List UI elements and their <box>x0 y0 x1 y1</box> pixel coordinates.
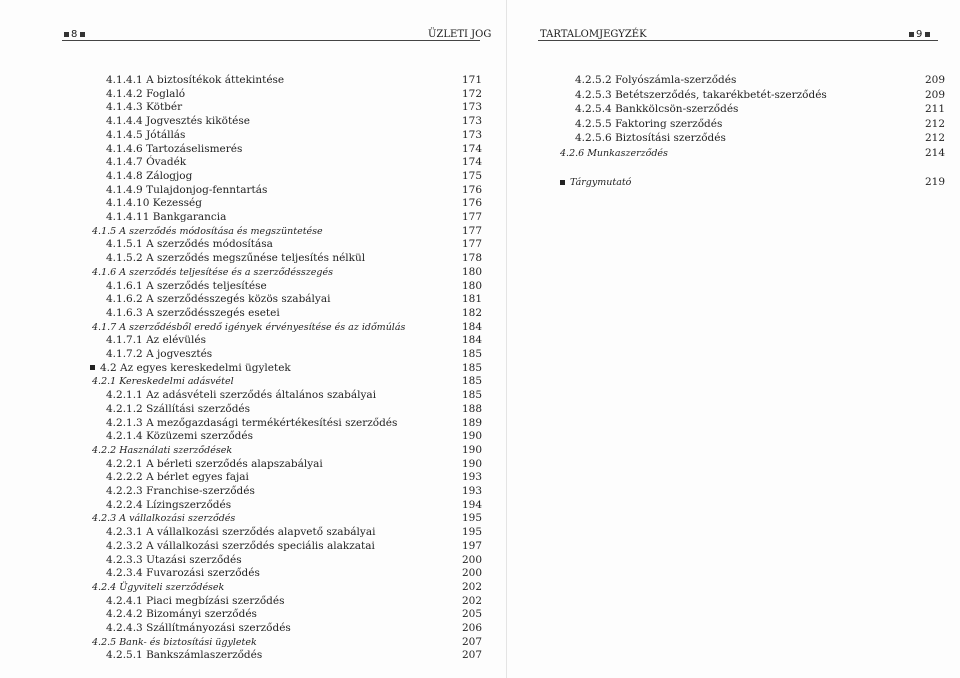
bullet-square-icon <box>90 365 95 370</box>
toc-entry-title: 4.1.4.9 Tulajdonjog-fenntartás <box>106 183 268 196</box>
toc-entry-title: 4.2.3.1 A vállalkozási szerződés alapvető szabályai <box>106 526 376 539</box>
toc-entry-title: 4.1.4.5 Jótállás <box>106 128 186 141</box>
toc-entry-title: 4.1.6.2 A szerződésszegés közös szabályai <box>106 293 331 306</box>
toc-entry-title: 4.2.5.4 Bankkölcsön-szerződés <box>575 103 739 116</box>
toc-entry-title: 4.1.5.2 A szerződés megszűnése teljesítés nélkül <box>106 252 366 265</box>
toc-entry <box>560 147 945 160</box>
toc-entry-title: 4.1.4.3 Kötbér <box>106 101 183 114</box>
toc-entry-page: 174 <box>462 156 483 169</box>
toc-entry-page: 171 <box>462 74 483 86</box>
square-icon <box>925 32 930 37</box>
toc-entry-page: 200 <box>462 553 483 566</box>
toc-entry-page: 185 <box>462 389 483 402</box>
toc-entry-title: 4.1.4.10 Kezesség <box>106 197 202 210</box>
toc-entry <box>106 485 482 498</box>
toc-entry-title: 4.1.4.6 Tartozáselismerés <box>106 142 243 155</box>
toc-entry-title: 4.2.3.3 Utazási szerződés <box>106 553 242 566</box>
toc-entry-title <box>560 176 631 189</box>
toc-entry <box>106 499 482 512</box>
toc-entry-title: 4.2.3.4 Fuvarozási szerződés <box>106 567 260 580</box>
toc-entry-page: 180 <box>462 265 483 278</box>
toc-entry-page: 193 <box>462 485 483 497</box>
toc-entry-title: 4.1.4.11 Bankgarancia <box>106 211 227 223</box>
toc-entry-page: 202 <box>462 580 483 593</box>
toc-entry-page: 212 <box>925 117 946 130</box>
toc-entry-page: 176 <box>462 183 483 196</box>
toc-entry-page: 194 <box>462 498 483 511</box>
toc-entry-page: 176 <box>462 197 483 210</box>
toc-entry-title: 4.1.6 A szerződés teljesítése és a szerződésszegés <box>92 266 333 278</box>
toc-entry-page: 209 <box>925 74 946 86</box>
toc-entry <box>106 348 482 361</box>
toc-entry-title: 4.2.1.2 Szállítási szerződés <box>106 402 251 415</box>
toc-entry-page: 184 <box>462 320 483 333</box>
toc-entry <box>106 293 482 306</box>
toc-entry-text: Tárgymutató <box>570 177 632 189</box>
toc-entry-title: 4.2.5.6 Biztosítási szerződés <box>575 132 726 145</box>
toc-entry-page: 195 <box>462 512 483 525</box>
toc-entry-page: 212 <box>925 132 946 145</box>
toc-entry-page: 202 <box>462 594 483 607</box>
toc-entry-page: 209 <box>925 88 946 101</box>
toc-entry-title: 4.1.4.8 Zálogjog <box>106 169 193 182</box>
toc-entry-page: 214 <box>925 147 946 159</box>
toc-entry-title: 4.2.5.3 Betétszerződés, takarékbetét-szerződés <box>575 88 827 101</box>
toc-entry-title: 4.2.4.2 Bizományi szerződés <box>106 608 257 621</box>
toc-entry-title: 4.2.4.1 Piaci megbízási szerződés <box>106 594 285 607</box>
toc-entry-page: 205 <box>462 608 483 621</box>
toc-entry-title: 4.1.4.2 Foglaló <box>106 87 186 100</box>
toc-entry-title: 4.1.7.1 Az elévülés <box>106 334 206 347</box>
left-header-rule <box>62 40 480 41</box>
toc-entry <box>92 321 482 334</box>
toc-entry-title: 4.1.7 A szerződésből eredő igények érvényesítése és az időmúlás <box>92 321 406 333</box>
toc-entry <box>92 636 482 649</box>
toc-entry <box>106 334 482 347</box>
toc-entry <box>560 176 945 189</box>
toc-entry-page: 211 <box>925 103 946 116</box>
toc-entry-page: 193 <box>462 471 483 484</box>
toc-entry-page: 182 <box>462 306 483 319</box>
toc-entry <box>106 88 482 101</box>
toc-entry-title: 4.2.2 Használati szerződések <box>92 444 233 456</box>
toc-entry-title: 4.2.5.1 Bankszámlaszerződés <box>106 649 263 662</box>
toc-entry <box>575 103 945 116</box>
toc-entry-title: 4.2.2.2 A bérlet egyes fajai <box>106 471 249 484</box>
toc-entry <box>106 540 482 553</box>
right-running-title: TARTALOMJEGYZÉK <box>540 29 647 40</box>
left-page-number <box>62 29 87 40</box>
toc-entry <box>106 649 482 662</box>
toc-entry <box>106 238 482 251</box>
toc-entry-page: 180 <box>462 279 483 292</box>
toc-entry-title: 4.2.1.4 Közüzemi szerződés <box>106 430 253 443</box>
toc-entry <box>90 362 482 375</box>
toc-entry-page: 181 <box>462 293 483 306</box>
toc-entry-title: 4.2.3.2 A vállalkozási szerződés speciális alakzatai <box>106 539 375 552</box>
toc-entry <box>106 458 482 471</box>
toc-entry-title: 4.2.1.1 Az adásvételi szerződés általános szabályai <box>106 389 377 402</box>
toc-entry <box>106 389 482 402</box>
toc-entry-page: 200 <box>462 567 483 580</box>
square-icon <box>64 32 69 37</box>
toc-entry <box>106 170 482 183</box>
toc-entry-page: 195 <box>462 526 483 539</box>
toc-entry-page: 177 <box>462 224 483 237</box>
toc-entry <box>106 197 482 210</box>
right-page-number <box>907 29 932 40</box>
toc-entry-page: 173 <box>462 115 483 128</box>
toc-entry-page: 175 <box>462 169 483 182</box>
toc-entry <box>106 595 482 608</box>
toc-entry-page: 178 <box>462 252 483 265</box>
page-gutter <box>506 0 507 678</box>
toc-entry <box>106 115 482 128</box>
toc-entry-page: 185 <box>462 348 483 360</box>
toc-entry <box>106 526 482 539</box>
toc-entry <box>575 74 945 87</box>
toc-entry <box>575 89 945 102</box>
toc-entry-title: 4.2.3 A vállalkozási szerződés <box>92 513 236 525</box>
toc-entry <box>106 622 482 635</box>
toc-entry <box>106 430 482 443</box>
toc-entry-title: 4.1.5 A szerződés módosítása és megszüntetése <box>92 225 323 237</box>
toc-entry-title: 4.2.2.1 A bérleti szerződés alapszabályai <box>106 457 323 470</box>
toc-entry <box>106 403 482 416</box>
toc-entry <box>92 266 482 279</box>
toc-entry <box>106 554 482 567</box>
toc-entry-page: 219 <box>925 176 946 189</box>
toc-entry-page: 184 <box>462 334 483 347</box>
toc-entry-title: 4.1.6.3 A szerződésszegés esetei <box>106 306 280 319</box>
toc-entry <box>106 471 482 484</box>
toc-entry <box>106 417 482 430</box>
toc-entry <box>92 444 482 457</box>
toc-entry <box>106 101 482 114</box>
left-page-number-text: 8 <box>71 29 79 40</box>
toc-entry <box>106 143 482 156</box>
toc-entry-page: 174 <box>462 142 483 155</box>
toc-entry-title: 4.2.2.3 Franchise-szerződés <box>106 485 255 497</box>
toc-entry-title: 4.1.4.7 Óvadék <box>106 156 187 169</box>
toc-entry <box>106 129 482 142</box>
toc-entry-page: 189 <box>462 416 483 429</box>
toc-entry-title: 4.2.4 Ügyviteli szerződések <box>92 581 225 593</box>
toc-entry-page: 177 <box>462 211 483 223</box>
toc-entry-page: 207 <box>462 635 483 648</box>
toc-entry-title: 4.2.1.3 A mezőgazdasági termékértékesítési szerződés <box>106 416 398 429</box>
left-running-title: ÜZLETI JOG <box>428 29 492 40</box>
toc-entry <box>92 581 482 594</box>
square-icon <box>909 32 914 37</box>
toc-entry-page: 190 <box>462 430 483 443</box>
toc-entry <box>106 280 482 293</box>
right-page-number-text: 9 <box>916 29 924 40</box>
toc-entry <box>106 74 482 87</box>
toc-entry-title: 4.1.5.1 A szerződés módosítása <box>106 238 273 251</box>
toc-entry <box>92 512 482 525</box>
square-icon <box>80 32 85 37</box>
toc-entry-page: 190 <box>462 443 483 456</box>
toc-entry-title: 4.2.2.4 Lízingszerződés <box>106 498 232 511</box>
toc-entry <box>106 211 482 224</box>
right-header-rule <box>538 40 938 41</box>
toc-entry-page: 173 <box>462 128 483 141</box>
toc-entry-title: 4.1.7.2 A jogvesztés <box>106 348 213 360</box>
toc-entry <box>92 225 482 238</box>
toc-entry <box>106 608 482 621</box>
toc-entry-title: 4.1.4.1 A biztosítékok áttekintése <box>106 74 285 86</box>
toc-entry-page: 188 <box>462 402 483 415</box>
toc-entry-title: 4.2.4.3 Szállítmányozási szerződés <box>106 622 291 634</box>
toc-entry-title <box>90 362 291 375</box>
bullet-square-icon <box>560 180 565 185</box>
toc-entry-title: 4.1.6.1 A szerződés teljesítése <box>106 279 267 292</box>
toc-entry-title: 4.2.6 Munkaszerződés <box>560 148 668 159</box>
toc-entry-title: 4.2.5.2 Folyószámla-szerződés <box>575 74 737 86</box>
toc-entry-page: 190 <box>462 457 483 470</box>
toc-entry-page: 172 <box>462 87 483 100</box>
toc-entry <box>575 118 945 131</box>
toc-entry <box>106 156 482 169</box>
toc-entry-title: 4.2.5.5 Faktoring szerződés <box>575 117 723 130</box>
toc-entry <box>575 132 945 145</box>
toc-entry <box>106 252 482 265</box>
toc-entry <box>106 567 482 580</box>
toc-entry-page: 206 <box>462 622 483 634</box>
toc-entry-title: 4.2.1 Kereskedelmi adásvétel <box>92 376 234 388</box>
toc-entry-title: 4.2.5 Bank- és biztosítási ügyletek <box>92 636 257 648</box>
toc-entry <box>92 375 482 388</box>
toc-entry-page: 185 <box>462 361 483 374</box>
toc-entry-page: 173 <box>462 101 483 114</box>
toc-entry <box>106 307 482 320</box>
toc-entry <box>106 184 482 197</box>
toc-entry-page: 177 <box>462 238 483 251</box>
toc-entry-page: 197 <box>462 539 483 552</box>
toc-entry-page: 207 <box>462 649 483 662</box>
toc-entry-title: 4.1.4.4 Jogvesztés kikötése <box>106 115 250 128</box>
toc-entry-page: 185 <box>462 375 483 388</box>
toc-entry-text: 4.2 Az egyes kereskedelmi ügyletek <box>100 361 291 374</box>
